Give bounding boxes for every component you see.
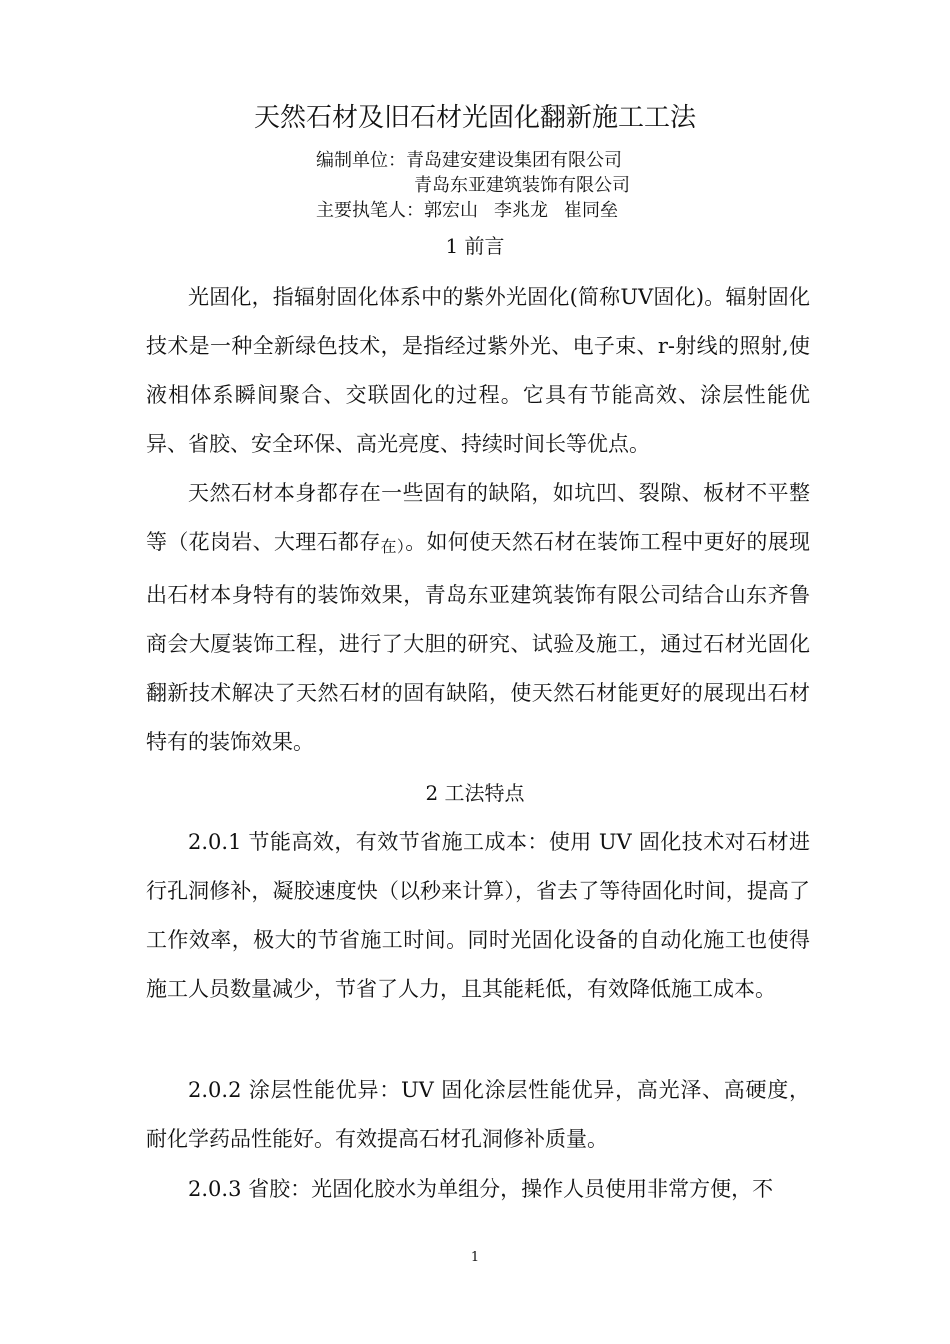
section-heading-features: 2 工法特点 <box>425 781 525 805</box>
document-title: 天然石材及旧石材光固化翻新施工工法 <box>253 103 696 133</box>
body-paragraph <box>146 469 810 767</box>
authors-label: 主要执笔人： <box>316 200 424 221</box>
body-paragraph: 2.0.2 涂层性能优异：UV 固化涂层性能优异，高光泽、高硬度，耐化学药品性能好。有效提高石材孔洞修补质量。 <box>146 1078 810 1151</box>
body-paragraph: 2.0.1 节能高效，有效节省施工成本：使用 UV 固化技术对石材进行孔洞修补，凝胶速度快（以秒来计算），省去了等待固化时间，提高了工作效率，极大的节省施工时间。同时光固化设备的自动化施工也使得施工人员数量减少，节省了人力，且其能耗低，有效降低施工成本。 <box>146 830 810 1001</box>
author-name: 崔同垒 <box>564 200 618 221</box>
compiler-line-2 <box>414 174 630 198</box>
compiler-name-2: 青岛东亚建筑装饰有限公司 <box>414 175 630 196</box>
paragraph-text: 天然石材本身都存在一些固有的缺陷，如坑凹、裂隙、板材不平整等（花岗岩、大理石都存 <box>146 481 810 554</box>
page-number: 1 <box>470 1250 480 1265</box>
author-name: 李兆龙 <box>494 200 548 221</box>
compiler-label: 编制单位： <box>316 150 406 171</box>
compiler-name-1: 青岛建安建设集团有限公司 <box>406 150 622 171</box>
paragraph-text: 。如何使天然石材在装饰工程中更好的展现出石材本身特有的装饰效果，青岛东亚建筑装饰有限公司结合山东齐鲁商会大厦装饰工程，进行了大胆的研究、试验及施工，通过石材光固化翻新技术解决了天然石材的固有缺陷，使天然石材能更好的展现出石材特有的装饰效果。 <box>146 530 810 754</box>
body-paragraph: 光固化，指辐射固化体系中的紫外光固化(简称UV固化)。辐射固化技术是一种全新绿色技术，是指经过紫外光、电子束、r-射线的照射,使液相体系瞬间聚合、交联固化的过程。它具有节能高效、涂层性能优异、省胶、安全环保、高光亮度、持续时间长等优点。 <box>146 285 810 456</box>
compiler-line-1 <box>316 149 622 173</box>
authors-line <box>316 199 618 223</box>
paragraph-text-small: 在） <box>380 537 406 556</box>
section-heading-preface: 1 前言 <box>445 234 505 258</box>
body-paragraph: 2.0.3 省胶：光固化胶水为单组分，操作人员使用非常方便，不 <box>188 1177 774 1201</box>
author-name: 郭宏山 <box>424 200 478 221</box>
